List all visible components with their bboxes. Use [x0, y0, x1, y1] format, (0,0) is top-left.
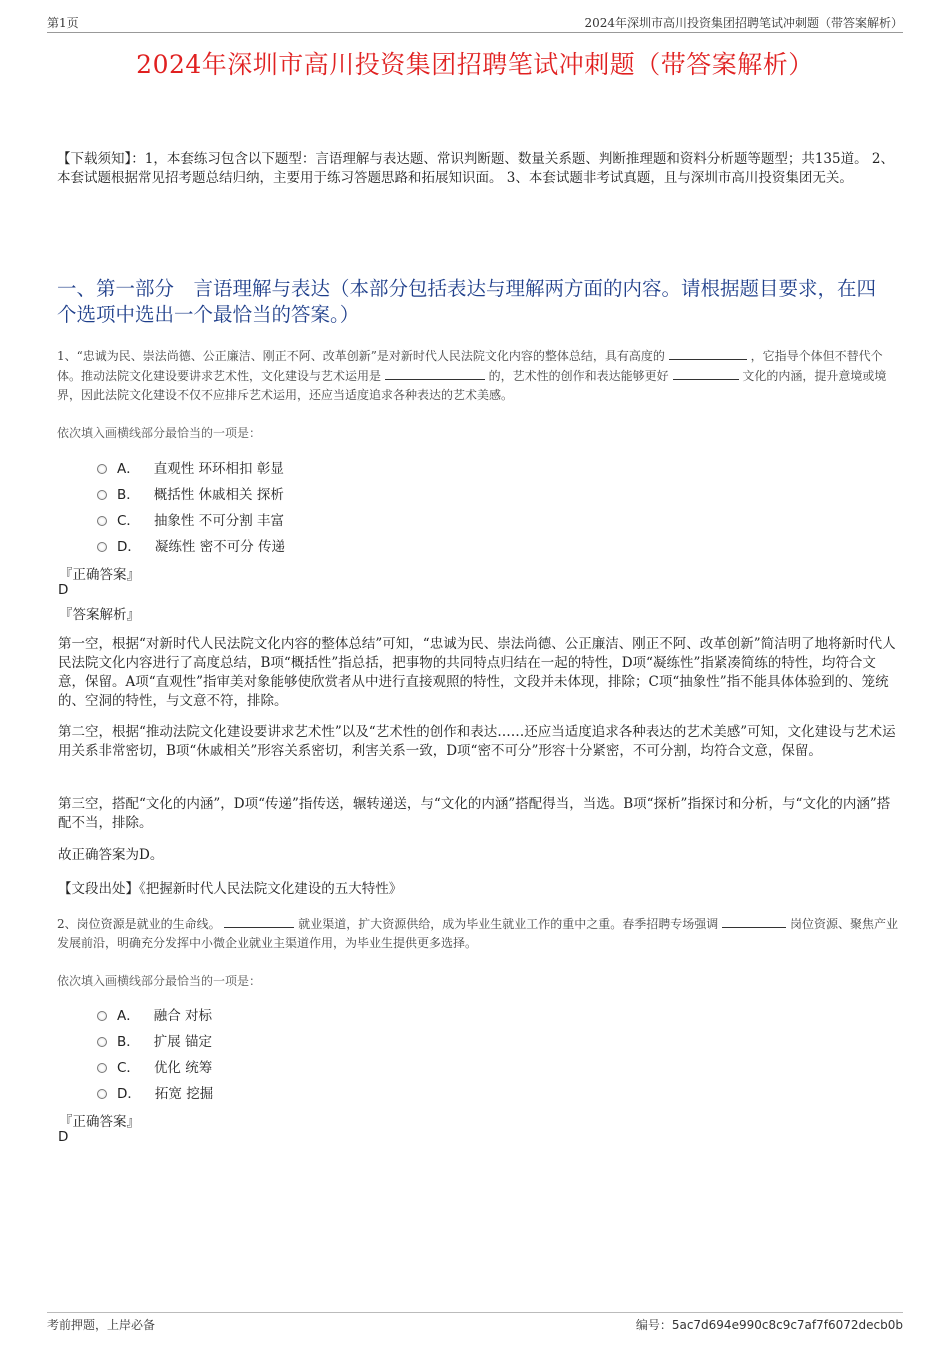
question-1-stem: [57, 346, 900, 405]
question-2-stem: [57, 914, 900, 953]
q1-blank-1: [669, 346, 747, 360]
q1-prompt: 依次填入画横线部分最恰当的一项是：: [57, 426, 262, 440]
q1-source: 【文段出处】《把握新时代人民法院文化建设的五大特性》: [58, 881, 403, 897]
q1-analysis-paragraph: 第一空，根据“对新时代人民法院文化内容的整体总结”可知，“忠诚为民、崇法尚德、公正廉洁、刚正不阿、改革创新”简洁明了地将新时代人民法院文化内容进行了高度总结，B项“概括性”指总括，把事物的共同特点归结在一起的特性，D项“凝练性”指紧凑简练的特性，均符合文意，保留。A项“直观性”指审美对象能够使欣赏者从中进行直接观照的特性，文段并未体现，排除；C项“抽象性”指不能具体体验到的、笼统的、空洞的特性，与文意不符，排除。: [58, 636, 896, 709]
header-doc-title: 2024年深圳市高川投资集团招聘笔试冲刺题（带答案解析）: [584, 16, 903, 30]
document-title: 2024年深圳市高川投资集团招聘笔试冲刺题（带答案解析）: [136, 50, 814, 79]
q1-option-a[interactable]: A． 直观性 环环相扣 彰显: [97, 457, 284, 477]
q1-option-b[interactable]: B． 概括性 休戚相关 探析: [97, 483, 284, 503]
page-header: [47, 14, 903, 33]
page-footer: [47, 1312, 903, 1333]
q2-blank-1: [224, 914, 294, 928]
q2-text-a: 2、岗位资源是就业的生命线。: [57, 917, 221, 931]
q1-option-c[interactable]: C． 抽象性 不可分割 丰富: [97, 509, 284, 529]
download-notice: 【下载须知】：1，本套练习包含以下题型：言语理解与表达题、常识判断题、数量关系题、判断推理题和资料分析题等题型；共135道。 2、本套试题根据常见招考题总结归纳，主要用于练习答题思路和拓展知识面。 3、本套试题非考试真题，且与深圳市高川投资集团无关。: [57, 151, 894, 186]
page-number: 第1页: [47, 16, 79, 30]
radio-icon[interactable]: [97, 516, 107, 526]
q1-analysis-paragraph: 故正确答案为D。: [58, 847, 164, 863]
q1-text-d: 文化的内涵，提升意境或境界，因此法院文化建设不仅不应排斥艺术运用，还应当适度追求各种表达的艺术美感。: [57, 369, 887, 402]
radio-icon[interactable]: [97, 490, 107, 500]
q1-option-d[interactable]: D． 凝练性 密不可分 传递: [97, 535, 285, 555]
q1-analysis-label: 『答案解析』: [59, 607, 140, 623]
radio-icon[interactable]: [97, 1063, 107, 1073]
q1-text-b: ，它指导个体但不替代个体。推动法院文化建设要讲求艺术性，文化建设与艺术运用是: [57, 349, 883, 383]
q2-option-a[interactable]: A． 融合 对标: [97, 1004, 212, 1024]
q2-answer-label: 『正确答案』: [59, 1114, 140, 1130]
q1-text-c: 的，艺术性的创作和表达能够更好: [488, 369, 669, 383]
q1-blank-3: [673, 366, 739, 380]
q1-text-a: 1、“忠诚为民、崇法尚德、公正廉洁、刚正不阿、改革创新”是对新时代人民法院文化内容的整体总结，具有高度的: [57, 349, 665, 363]
radio-icon[interactable]: [97, 542, 107, 552]
radio-icon[interactable]: [97, 1037, 107, 1047]
radio-icon[interactable]: [97, 1011, 107, 1021]
q2-option-c[interactable]: C． 优化 统筹: [97, 1056, 212, 1076]
q2-prompt: 依次填入画横线部分最恰当的一项是：: [57, 974, 262, 988]
q2-text-c: 岗位资源、聚焦产业发展前沿，明确充分发挥中小微企业就业主渠道作用，为毕业生提供更多选择。: [57, 917, 898, 950]
q1-analysis-paragraph: 第三空，搭配“文化的内涵”，D项“传递”指传送，辗转递送，与“文化的内涵”搭配得当，当选。B项“探析”指探讨和分析，与“文化的内涵”搭配不当，排除。: [58, 796, 891, 831]
footer-code: 编号：5ac7d694e990c8c9c7af7f6072decb0b: [635, 1318, 903, 1332]
footer-slogan: 考前押题，上岸必备: [47, 1318, 156, 1332]
q2-option-d[interactable]: D． 拓宽 挖掘: [97, 1082, 213, 1102]
q2-option-b[interactable]: B． 扩展 锚定: [97, 1030, 212, 1050]
q1-analysis-paragraph: 第二空，根据“推动法院文化建设要讲求艺术性”以及“艺术性的创作和表达……还应当适度追求各种表达的艺术美感”可知，文化建设与艺术运用关系非常密切，B项“休戚相关”形容关系密切，利害关系一致，D项“密不可分”形容十分紧密，不可分割，均符合文意，保留。: [58, 724, 896, 759]
radio-icon[interactable]: [97, 1089, 107, 1099]
radio-icon[interactable]: [97, 464, 107, 474]
q1-answer: D: [58, 582, 69, 598]
q2-answer: D: [58, 1129, 69, 1145]
q1-blank-2: [385, 366, 485, 380]
q2-text-b: 就业渠道，扩大资源供给，成为毕业生就业工作的重中之重。春季招聘专场强调: [298, 917, 719, 931]
q1-answer-label: 『正确答案』: [59, 567, 140, 583]
q2-blank-2: [722, 914, 786, 928]
section-title: 一、第一部分 言语理解与表达（本部分包括表达与理解两方面的内容。请根据题目要求，在四个选项中选出一个最恰当的答案。）: [57, 277, 877, 326]
